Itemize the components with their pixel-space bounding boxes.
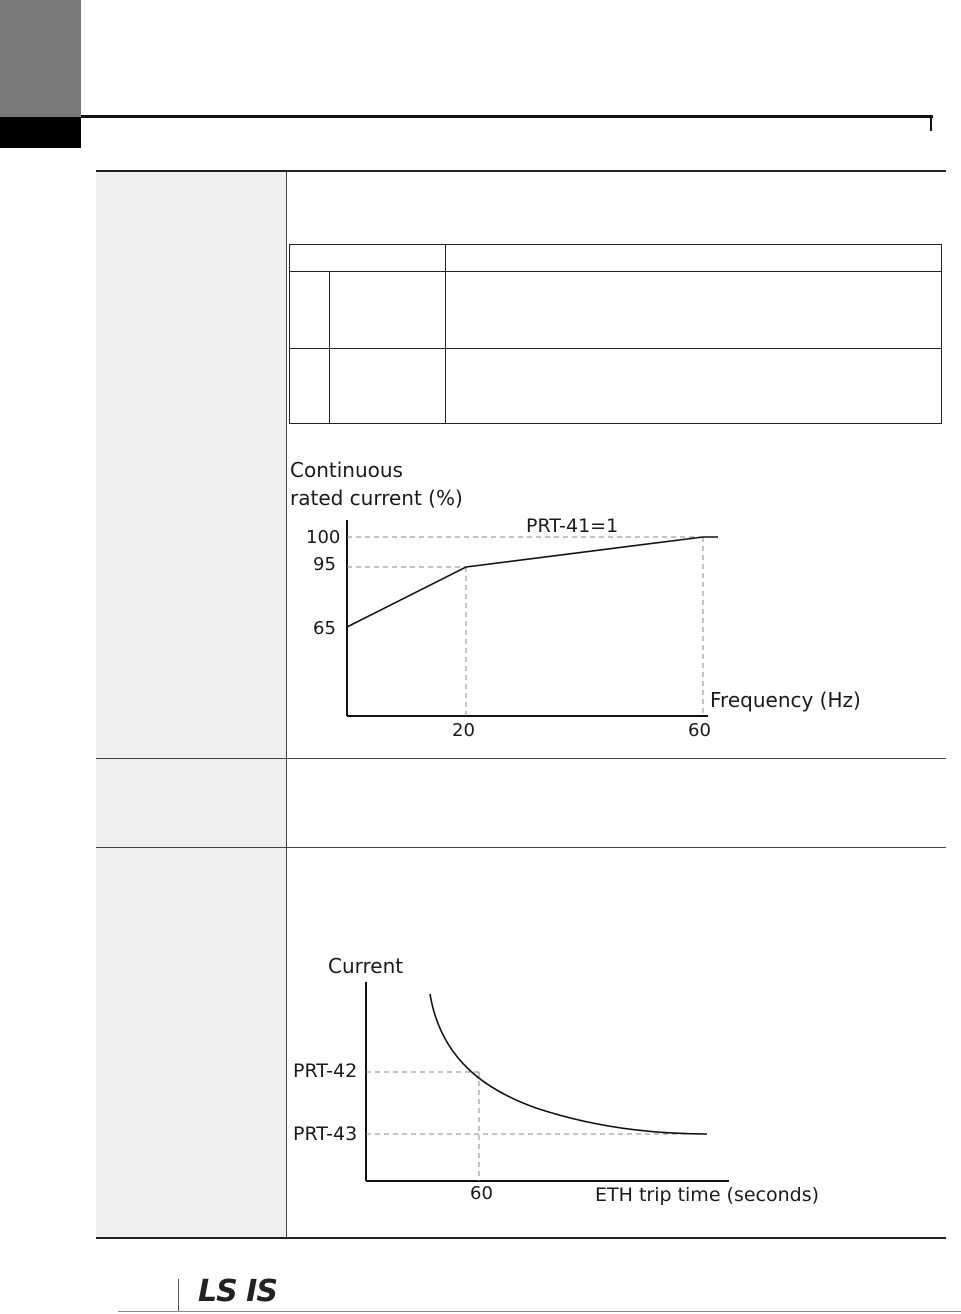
row-separator-1 [96,758,946,759]
footer-tick [178,1279,179,1311]
row3-label-cell [96,848,286,1237]
chart1-y-tick-65: 65 [313,618,336,639]
row-separator-2 [96,847,946,848]
row1-label-cell [96,172,286,758]
chart1-y-title-line2: rated current (%) [290,486,463,510]
chart1-x-tick-60: 60 [688,720,711,741]
options-table-col-line-2 [445,245,446,423]
chart1-y-title-line1: Continuous [290,458,403,482]
table-bottom-border [96,1237,946,1239]
chart2-x-title: ETH trip time (seconds) [595,1184,820,1206]
chart1-x-title: Frequency (Hz) [710,688,861,712]
chart2-x-tick-60: 60 [470,1183,493,1204]
chart-eth-trip-time [286,950,946,1220]
header-tick [930,115,932,131]
header-rule [81,115,933,118]
chapter-tab-grey [0,0,81,117]
chart1-y-tick-95: 95 [313,554,336,575]
chart-continuous-rated-current [286,450,946,750]
footer-rule [118,1311,961,1312]
options-table-header-line [290,271,941,272]
chapter-tab-black [0,117,81,148]
chart1-y-tick-100: 100 [306,527,341,548]
chart1-annotation: PRT-41=1 [526,515,619,537]
options-table-row-line [290,348,941,349]
chart2-y-tick-prt43: PRT-43 [293,1123,358,1145]
chart2-trip-curve [430,994,707,1134]
ls-is-logo: LS IS [198,1274,277,1309]
chart1-series-line [347,537,718,627]
chart1-x-tick-20: 20 [452,720,475,741]
options-table [289,244,942,424]
row2-label-cell [96,759,286,847]
chart2-y-title: Current [328,954,404,978]
options-table-col-line-1 [329,271,330,423]
chart2-y-tick-prt42: PRT-42 [293,1060,358,1082]
